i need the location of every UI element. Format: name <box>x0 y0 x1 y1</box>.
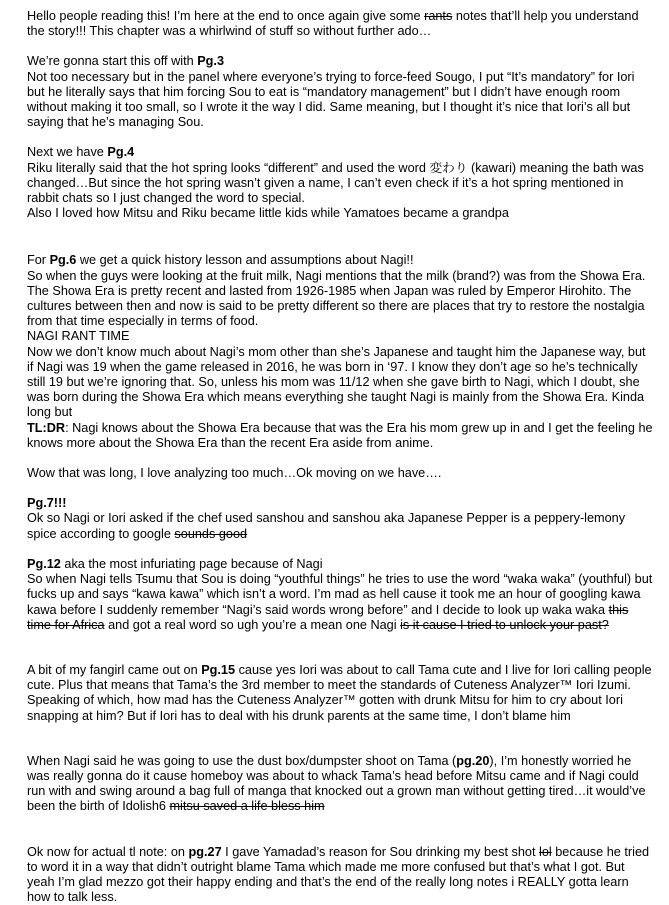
pg7-page-ref: Pg.7!!! <box>27 496 67 511</box>
tldr-text: : Nagi knows about the Showa Era because that was the Era his mom grew up in and I get the feeling he knows more about the Showa Era than the recent Era aside from anime. <box>27 420 653 450</box>
spacer <box>27 221 655 253</box>
pg4-lead: Next we have <box>27 145 108 160</box>
pg12-text-2: and got a real word so ugh you’re a mean one Nagi <box>104 617 401 632</box>
pg6-lead-rest: we get a quick history lesson and assumptions about Nagi!! <box>76 253 414 268</box>
spacer <box>27 130 655 145</box>
pg20-page-ref: pg.20 <box>456 753 490 768</box>
pg27-paragraph <box>27 845 655 905</box>
pg6-page-ref: Pg.6 <box>49 253 77 268</box>
pg15-paragraph <box>27 663 655 724</box>
pg3-body: Not too necessary but in the panel where everyone’s trying to force-feed Sougo, I put “It’s mandatory” for Iori but he literally says that him forcing Sou to eat is “mandatory management” but I didn’t have enough room without making it too small, so I wrote it the way I did. Same meaning, but I thought it’s nice that Iori’s all but saying that he’s managing Sou. <box>27 69 635 130</box>
pg7-body <box>27 511 655 541</box>
pg4-page-ref: Pg.4 <box>107 145 135 160</box>
pg6-lead: For <box>27 253 50 268</box>
pg12-body <box>27 572 655 633</box>
tldr-label: TL:DR <box>27 420 66 435</box>
pg20-strikethrough: mitsu saved a life bless him <box>169 799 325 814</box>
spacer <box>27 724 655 754</box>
intro-text-start: Hello people reading this! I’m here at the end to once again give some <box>27 9 425 23</box>
pg7-text: Ok so Nagi or Iori asked if the chef used sanshou and sanshou aka Japanese Pepper is a peppery-lemony spice according to google <box>27 511 626 541</box>
intro-text-end: notes that’ll help you understand the story!!! This chapter was a whirlwind of stuff so without further ado… <box>27 9 639 39</box>
pg27-text-mid: I gave Yamadad’s reason for Sou drinking my best shot <box>221 844 540 859</box>
pg6-rant-title: NAGI RANT TIME <box>27 329 130 344</box>
transition-text: Wow that was long, I love analyzing too much…Ok moving on we have…. <box>27 466 442 481</box>
spacer <box>27 481 655 496</box>
intro-paragraph <box>27 9 655 39</box>
pg15-text-start: A bit of my fangirl came out on <box>27 662 202 677</box>
pg4-body: Riku literally said that the hot spring looks “different” and used the word 変わり (kawari) meaning the bath was changed…But since the hot spring wasn’t given a name, I can’t even check if it’s a hot spring mentioned in rabbit chats so I just changed the word to special. <box>27 160 644 206</box>
pg15-text-end: cause yes Iori was about to call Tama cute and I live for Iori calling people cute. Plus that means that Tama’s the 3rd member to meet the standards of Cuteness Analyzer™ Iori Izumi. Speaking of which, how mad has the Cuteness Analyzer™ gotten with drunk Mitsu for him to cry about Iori snapping at him? But if Iori has to deal with his drunk parents at the same time, I don’t blame him <box>27 662 652 723</box>
pg27-page-ref: pg.27 <box>188 844 222 859</box>
pg12-strikethrough-2: is it cause I tried to unlock your past? <box>400 617 609 632</box>
pg12-lead-rest: aka the most infuriating page because of Nagi <box>60 556 323 571</box>
spacer <box>27 542 655 557</box>
intro-strikethrough: rants <box>424 9 453 23</box>
pg3-heading <box>27 54 655 69</box>
pg6-heading <box>27 253 655 268</box>
pg12-strikethrough-1: this time for Africa <box>27 602 629 632</box>
pg27-strikethrough: lol <box>539 844 552 859</box>
pg27-text-end: because he tried to word it in a way that didn’t outright blame Tama which made me more confused but that’s what I got. But yeah I’m glad mezzo got their happy ending and that’s the end of the really long notes i REALLY gotta learn how to talk less. <box>27 844 650 905</box>
pg6-rant: Now we don’t know much about Nagi’s mom other than she’s Japanese and taught him the Japanese way, but if Nagi was 19 when the game released in 2016, he was born in ‘97. I know they don’t age so he’s technically still 19 but we’re ignoring that. So, unless his mom was 11/12 when she gave birth to Nagi, which I doubt, she was born during the Showa Era which means everything she taught Nagi is mainly from the Showa Era. Kinda long but <box>27 344 646 420</box>
pg6-tldr <box>27 421 655 451</box>
pg4-extra: Also I loved how Mitsu and Riku became little kids while Yamatoes became a grandpa <box>27 206 509 221</box>
pg7-strikethrough: sounds good <box>174 526 248 541</box>
pg7-heading <box>27 496 655 511</box>
pg12-page-ref: Pg.12 <box>27 556 61 571</box>
pg6-body: So when the guys were looking at the fruit milk, Nagi mentions that the milk (brand?) was from the Showa Era. The Showa Era is pretty recent and lasted from 1926-1985 when Japan was ruled by Emperor Hirohito. The cultures between then and now is said to be pretty different so there are places that try to restore the nostalgia from that time especially in terms of food. <box>27 268 646 329</box>
pg12-heading <box>27 557 655 572</box>
pg15-page-ref: Pg.15 <box>201 662 236 677</box>
pg3-page-ref: Pg.3 <box>197 54 224 69</box>
pg20-text-start: When Nagi said he was going to use the dust box/dumpster shoot on Tama ( <box>27 753 457 768</box>
pg3-lead: We’re gonna start this off with <box>27 54 198 69</box>
pg20-text-end: ), I’m honestly worried he was really gonna do it cause homeboy was about to whack Tama’s head before Mitsu came and if Nagi could run with and swing around a bag full of manga that knocked out a grown man without getting tired…it would’ve been the birth of Idolish6 <box>27 753 646 814</box>
spacer <box>27 451 655 466</box>
spacer <box>27 633 655 663</box>
pg20-paragraph <box>27 754 655 815</box>
spacer <box>27 815 655 845</box>
pg4-heading <box>27 145 655 160</box>
spacer <box>27 39 655 54</box>
pg27-text-start: Ok now for actual tl note: on <box>27 844 189 859</box>
pg12-text: So when Nagi tells Tsumu that Sou is doing “youthful things” he tries to use the word “waka waka” (youthful) but fucks up and says “kawa kawa” which isn’t a word. I’m mad as hell cause it took me an hour of googling kawa kawa before I suddenly remember “Nagi’s said words wrong before” and I decide to look up waka waka <box>27 572 653 617</box>
